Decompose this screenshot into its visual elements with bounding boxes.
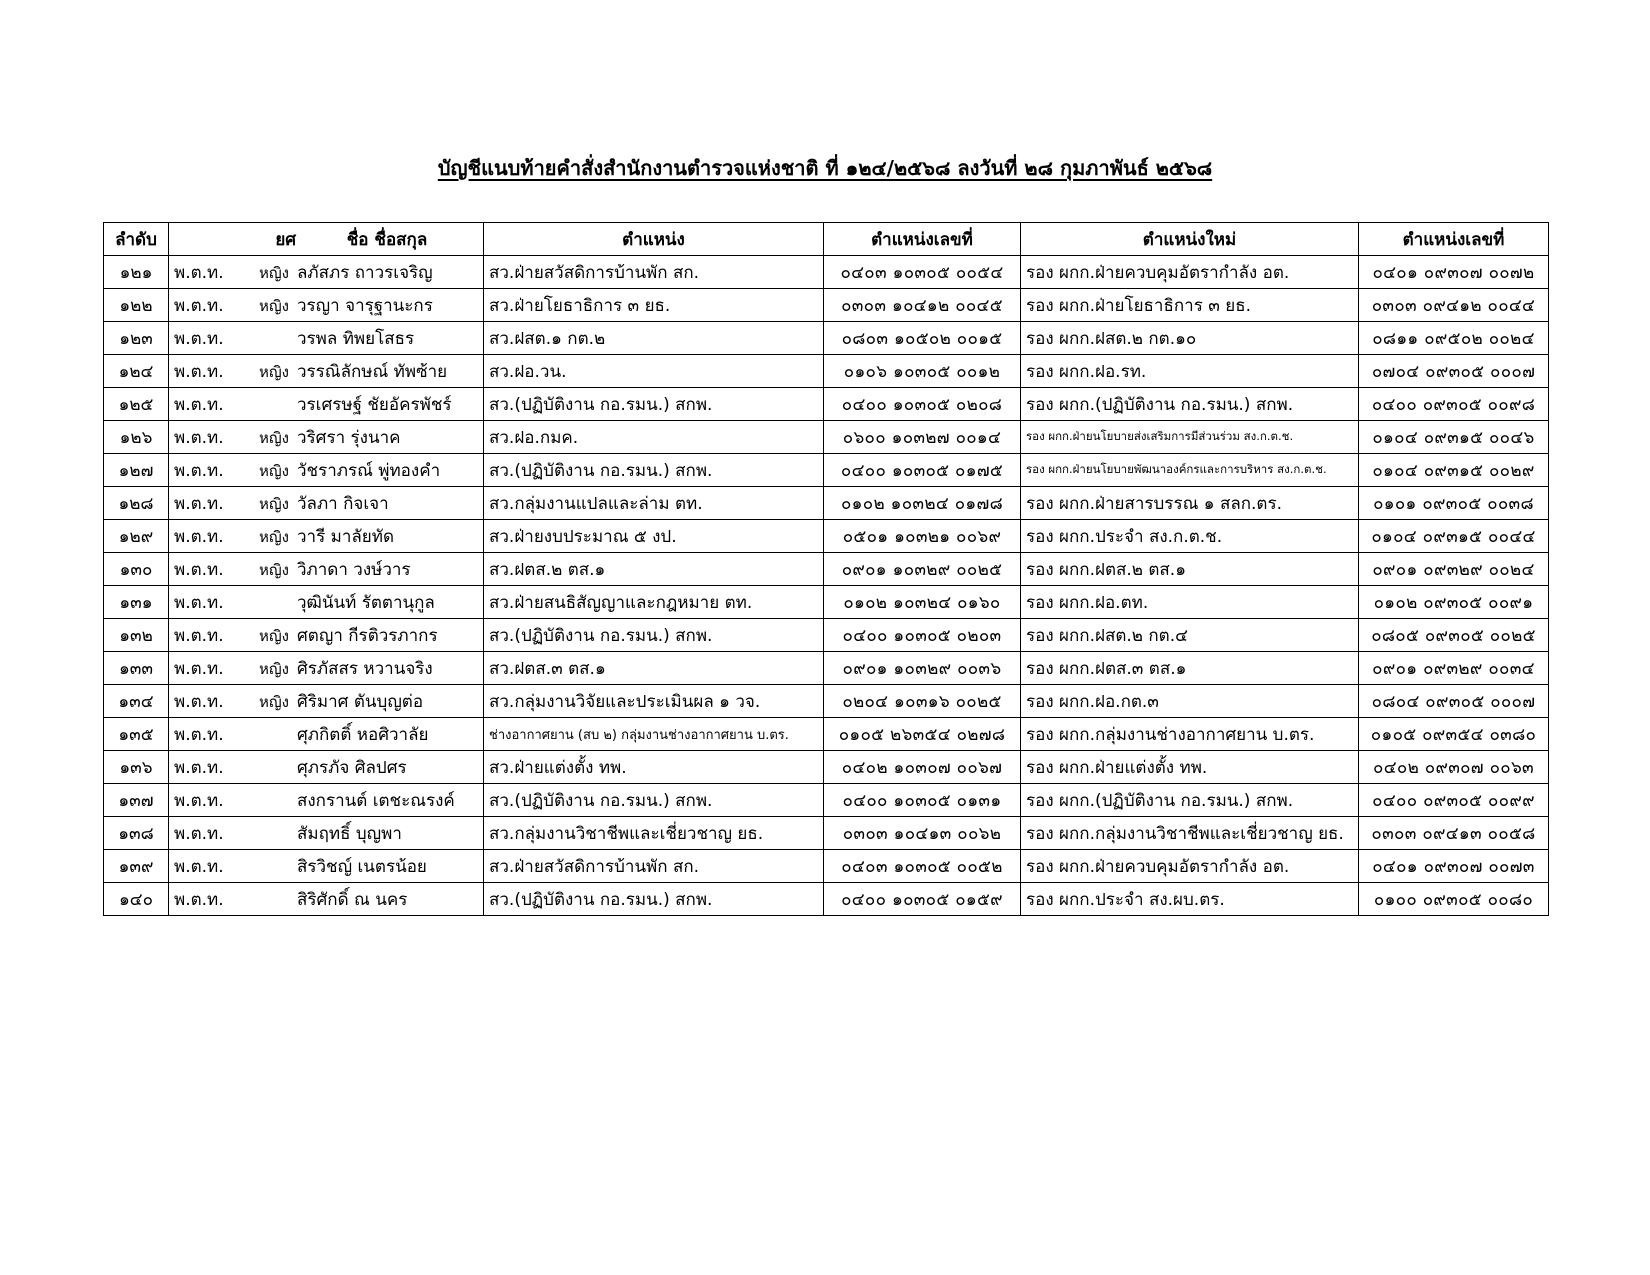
row-new-position-no: ๐๘๐๕ ๐๙๓๐๕ ๐๐๒๕ <box>1359 619 1549 652</box>
row-position-no: ๐๕๐๑ ๑๐๓๒๑ ๐๐๖๙ <box>824 520 1021 553</box>
row-rank: พ.ต.ท. <box>174 592 224 613</box>
header-new-position: ตำแหน่งใหม่ <box>1021 223 1359 256</box>
row-order: ๑๒๔ <box>104 355 169 388</box>
row-full-name: สิรวิชญ์ เนตรน้อย <box>297 856 427 877</box>
row-full-name: ศุภรภัจ ศิลปศร <box>297 757 407 778</box>
row-rank-name <box>169 718 484 751</box>
row-new-position-no: ๐๗๐๔ ๐๙๓๐๕ ๐๐๐๗ <box>1359 355 1549 388</box>
row-full-name: วิภาดา วงษ์วาร <box>297 559 411 580</box>
row-rank-name <box>169 652 484 685</box>
table-row <box>104 784 1549 817</box>
row-new-position-no: ๐๑๐๐ ๐๙๓๐๕ ๐๐๘๐ <box>1359 883 1549 916</box>
row-full-name: ศุภกิตติ์ หอศิวาลัย <box>297 724 429 745</box>
row-position: สว.ฝ่ายสวัสดิการบ้านพัก สก. <box>484 256 824 289</box>
table-row <box>104 652 1549 685</box>
row-gender-tag: หญิง <box>259 527 289 546</box>
row-rank: พ.ต.ท. <box>174 262 224 283</box>
row-position-no: ๐๔๐๐ ๑๐๓๐๕ ๐๒๐๘ <box>824 388 1021 421</box>
row-new-position: รอง ผกก.ฝ่ายโยธาธิการ ๓ ยธ. <box>1021 289 1359 322</box>
row-gender-tag: หญิง <box>259 461 289 480</box>
row-rank-name <box>169 322 484 355</box>
row-new-position-no: ๐๘๐๔ ๐๙๓๐๕ ๐๐๐๗ <box>1359 685 1549 718</box>
row-rank: พ.ต.ท. <box>174 295 224 316</box>
row-new-position: รอง ผกก.ฝอ.ตท. <box>1021 586 1359 619</box>
row-rank-name <box>169 355 484 388</box>
row-rank: พ.ต.ท. <box>174 361 224 382</box>
row-rank: พ.ต.ท. <box>174 889 224 910</box>
row-order: ๑๒๙ <box>104 520 169 553</box>
row-new-position: รอง ผกก.กลุ่มงานวิชาชีพและเชี่ยวชาญ ยธ. <box>1021 817 1359 850</box>
row-rank-name <box>169 388 484 421</box>
row-new-position: รอง ผกก.ฝ่ายนโยบายส่งเสริมการมีส่วนร่วม สง.ก.ต.ช. <box>1021 421 1359 454</box>
row-rank: พ.ต.ท. <box>174 460 224 481</box>
row-full-name: วารี มาลัยทัด <box>297 526 395 547</box>
table-row <box>104 322 1549 355</box>
row-new-position: รอง ผกก.ฝ่ายควบคุมอัตรากำลัง อต. <box>1021 850 1359 883</box>
row-order: ๑๒๗ <box>104 454 169 487</box>
row-new-position: รอง ผกก.(ปฏิบัติงาน กอ.รมน.) สกพ. <box>1021 784 1359 817</box>
row-new-position: รอง ผกก.ประจำ สง.ก.ต.ช. <box>1021 520 1359 553</box>
row-rank-name <box>169 553 484 586</box>
row-new-position: รอง ผกก.ฝ่ายนโยบายพัฒนาองค์กรและการบริหาร สง.ก.ต.ช. <box>1021 454 1359 487</box>
row-order: ๑๒๒ <box>104 289 169 322</box>
table-row <box>104 289 1549 322</box>
table-row <box>104 619 1549 652</box>
row-full-name: วุฒินันท์ รัตตานุกูล <box>297 592 435 613</box>
table-row <box>104 553 1549 586</box>
row-full-name: สิริศักดิ์ ณ นคร <box>297 889 408 910</box>
row-rank: พ.ต.ท. <box>174 790 224 811</box>
row-position-no: ๐๑๐๖ ๑๐๓๐๕ ๐๐๑๒ <box>824 355 1021 388</box>
row-rank: พ.ต.ท. <box>174 856 224 877</box>
row-position-no: ๐๙๐๑ ๑๐๓๒๙ ๐๐๒๕ <box>824 553 1021 586</box>
table-row <box>104 850 1549 883</box>
row-new-position: รอง ผกก.ฝสต.๒ กต.๔ <box>1021 619 1359 652</box>
row-full-name: ศิรภัสสร หวานจริง <box>297 658 433 679</box>
row-rank: พ.ต.ท. <box>174 328 224 349</box>
row-rank-name <box>169 520 484 553</box>
table-row <box>104 421 1549 454</box>
row-rank-name <box>169 454 484 487</box>
row-position: สว.กลุ่มงานวิชาชีพและเชี่ยวชาญ ยธ. <box>484 817 824 850</box>
row-new-position: รอง ผกก.ประจำ สง.ผบ.ตร. <box>1021 883 1359 916</box>
row-full-name: วรพล ทิพยโสธร <box>297 328 415 349</box>
row-gender-tag: หญิง <box>259 263 289 282</box>
row-order: ๑๔๐ <box>104 883 169 916</box>
row-position: สว.ฝ่ายงบประมาณ ๕ งป. <box>484 520 824 553</box>
row-new-position: รอง ผกก.กลุ่มงานช่างอากาศยาน บ.ตร. <box>1021 718 1359 751</box>
row-rank: พ.ต.ท. <box>174 526 224 547</box>
row-rank-name <box>169 850 484 883</box>
row-full-name: วรรณิลักษณ์ ทัพซ้าย <box>297 361 448 382</box>
row-full-name: วรเศรษฐ์ ชัยอัครพัชร์ <box>297 394 452 415</box>
row-rank: พ.ต.ท. <box>174 394 224 415</box>
row-position: สว.กลุ่มงานวิจัยและประเมินผล ๑ วจ. <box>484 685 824 718</box>
row-position: สว.ฝ่ายสนธิสัญญาและกฎหมาย ตท. <box>484 586 824 619</box>
row-order: ๑๓๐ <box>104 553 169 586</box>
row-gender-tag: หญิง <box>259 560 289 579</box>
header-order: ลำดับ <box>104 223 169 256</box>
row-gender-tag: หญิง <box>259 296 289 315</box>
row-rank-name <box>169 883 484 916</box>
header-name: ชื่อ ชื่อสกุล <box>346 229 428 250</box>
table-row <box>104 388 1549 421</box>
header-new-position-no: ตำแหน่งเลขที่ <box>1359 223 1549 256</box>
row-new-position-no: ๐๑๐๔ ๐๙๓๑๕ ๐๐๔๔ <box>1359 520 1549 553</box>
row-new-position: รอง ผกก.ฝสต.๒ กต.๑๐ <box>1021 322 1359 355</box>
table-row <box>104 718 1549 751</box>
row-position: สว.ฝอ.กมค. <box>484 421 824 454</box>
row-new-position: รอง ผกก.ฝตส.๒ ตส.๑ <box>1021 553 1359 586</box>
row-order: ๑๒๕ <box>104 388 169 421</box>
row-new-position-no: ๐๔๐๐ ๐๙๓๐๕ ๐๐๙๘ <box>1359 388 1549 421</box>
row-full-name: ศิริมาศ ตันบุญต่อ <box>297 691 424 712</box>
row-rank: พ.ต.ท. <box>174 625 224 646</box>
row-position-no: ๐๔๐๐ ๑๐๓๐๕ ๐๒๐๓ <box>824 619 1021 652</box>
row-position: สว.กลุ่มงานแปลและล่าม ตท. <box>484 487 824 520</box>
row-rank-name <box>169 256 484 289</box>
header-position-no: ตำแหน่งเลขที่ <box>824 223 1021 256</box>
row-order: ๑๓๒ <box>104 619 169 652</box>
row-new-position-no: ๐๑๐๑ ๐๙๓๐๕ ๐๐๓๘ <box>1359 487 1549 520</box>
row-gender-tag: หญิง <box>259 659 289 678</box>
row-position-no: ๐๑๐๕ ๒๖๓๕๔ ๐๒๗๘ <box>824 718 1021 751</box>
row-rank: พ.ต.ท. <box>174 823 224 844</box>
row-rank-name <box>169 817 484 850</box>
table-row <box>104 883 1549 916</box>
row-order: ๑๓๓ <box>104 652 169 685</box>
row-position: สว.ฝ่ายโยธาธิการ ๓ ยธ. <box>484 289 824 322</box>
row-position-no: ๐๙๐๑ ๑๐๓๒๙ ๐๐๓๖ <box>824 652 1021 685</box>
row-position: สว.(ปฏิบัติงาน กอ.รมน.) สกพ. <box>484 388 824 421</box>
table-row <box>104 751 1549 784</box>
row-new-position-no: ๐๑๐๒ ๐๙๓๐๕ ๐๐๙๑ <box>1359 586 1549 619</box>
row-full-name: ศตญา กีรติวรภากร <box>297 625 438 646</box>
row-order: ๑๒๖ <box>104 421 169 454</box>
table-row <box>104 520 1549 553</box>
row-rank: พ.ต.ท. <box>174 691 224 712</box>
row-rank-name <box>169 619 484 652</box>
table-row <box>104 817 1549 850</box>
row-new-position: รอง ผกก.ฝ่ายแต่งตั้ง ทพ. <box>1021 751 1359 784</box>
table-body <box>104 256 1549 916</box>
row-rank-name <box>169 784 484 817</box>
row-rank: พ.ต.ท. <box>174 658 224 679</box>
row-full-name: วัลภา กิจเจา <box>297 493 389 514</box>
row-full-name: ลภัสภร ถาวรเจริญ <box>297 262 433 283</box>
row-order: ๑๓๗ <box>104 784 169 817</box>
row-new-position-no: ๐๔๐๐ ๐๙๓๐๕ ๐๐๙๙ <box>1359 784 1549 817</box>
row-rank-name <box>169 751 484 784</box>
row-rank-name <box>169 421 484 454</box>
row-new-position-no: ๐๓๐๓ ๐๙๔๑๒ ๐๐๔๔ <box>1359 289 1549 322</box>
row-new-position-no: ๐๙๐๑ ๐๙๓๒๙ ๐๐๓๔ <box>1359 652 1549 685</box>
row-new-position-no: ๐๑๐๔ ๐๙๓๑๕ ๐๐๔๖ <box>1359 421 1549 454</box>
row-gender-tag: หญิง <box>259 494 289 513</box>
row-position-no: ๐๔๐๓ ๑๐๓๐๕ ๐๐๕๔ <box>824 256 1021 289</box>
row-position: สว.(ปฏิบัติงาน กอ.รมน.) สกพ. <box>484 619 824 652</box>
personnel-table <box>103 222 1549 916</box>
table-row <box>104 256 1549 289</box>
row-new-position-no: ๐๓๐๓ ๐๙๔๑๓ ๐๐๕๘ <box>1359 817 1549 850</box>
row-full-name: สัมฤทธิ์ บุญพา <box>297 823 402 844</box>
row-position-no: ๐๔๐๐ ๑๐๓๐๕ ๐๑๗๕ <box>824 454 1021 487</box>
row-position-no: ๐๔๐๒ ๑๐๓๐๗ ๐๐๖๗ <box>824 751 1021 784</box>
row-rank-name <box>169 487 484 520</box>
row-position-no: ๐๖๐๐ ๑๐๓๒๗ ๐๐๑๔ <box>824 421 1021 454</box>
row-new-position-no: ๐๔๐๒ ๐๙๓๐๗ ๐๐๖๓ <box>1359 751 1549 784</box>
row-order: ๑๓๙ <box>104 850 169 883</box>
row-rank-name <box>169 685 484 718</box>
row-position-no: ๐๔๐๓ ๑๐๓๐๕ ๐๐๕๒ <box>824 850 1021 883</box>
row-rank: พ.ต.ท. <box>174 757 224 778</box>
row-position: สว.(ปฏิบัติงาน กอ.รมน.) สกพ. <box>484 784 824 817</box>
row-order: ๑๓๑ <box>104 586 169 619</box>
row-order: ๑๒๘ <box>104 487 169 520</box>
row-position: สว.ฝ่ายแต่งตั้ง ทพ. <box>484 751 824 784</box>
row-rank-name <box>169 289 484 322</box>
table-row <box>104 454 1549 487</box>
row-position-no: ๐๓๐๓ ๑๐๔๑๓ ๐๐๖๒ <box>824 817 1021 850</box>
document-title: บัญชีแนบท้ายคำสั่งสำนักงานตำรวจแห่งชาติ ที่ ๑๒๔/๒๕๖๘ ลงวันที่ ๒๘ กุมภาพันธ์ ๒๕๖๘ <box>437 156 1213 180</box>
row-new-position-no: ๐๑๐๔ ๐๙๓๑๕ ๐๐๒๙ <box>1359 454 1549 487</box>
row-new-position-no: ๐๑๐๕ ๐๙๓๕๔ ๐๓๘๐ <box>1359 718 1549 751</box>
row-position-no: ๐๔๐๐ ๑๐๓๐๕ ๐๑๕๙ <box>824 883 1021 916</box>
row-order: ๑๒๑ <box>104 256 169 289</box>
row-full-name: สงกรานต์ เตชะณรงค์ <box>297 790 455 811</box>
row-order: ๑๒๓ <box>104 322 169 355</box>
row-gender-tag: หญิง <box>259 362 289 381</box>
row-gender-tag: หญิง <box>259 428 289 447</box>
table-row <box>104 586 1549 619</box>
row-order: ๑๓๔ <box>104 685 169 718</box>
row-position: สว.ฝ่ายสวัสดิการบ้านพัก สก. <box>484 850 824 883</box>
row-position: สว.ฝสต.๑ กต.๒ <box>484 322 824 355</box>
row-new-position: รอง ผกก.ฝอ.กต.๓ <box>1021 685 1359 718</box>
row-position-no: ๐๑๐๒ ๑๐๓๒๔ ๐๑๗๘ <box>824 487 1021 520</box>
row-position: สว.ฝตส.๒ ตส.๑ <box>484 553 824 586</box>
row-gender-tag: หญิง <box>259 692 289 711</box>
row-position: ช่างอากาศยาน (สบ ๒) กลุ่มงานช่างอากาศยาน บ.ตร. <box>484 718 824 751</box>
row-order: ๑๓๖ <box>104 751 169 784</box>
row-position: สว.(ปฏิบัติงาน กอ.รมน.) สกพ. <box>484 454 824 487</box>
row-gender-tag: หญิง <box>259 626 289 645</box>
header-position: ตำแหน่ง <box>484 223 824 256</box>
table-row <box>104 685 1549 718</box>
row-position: สว.ฝอ.วน. <box>484 355 824 388</box>
row-rank: พ.ต.ท. <box>174 559 224 580</box>
row-full-name: วัชราภรณ์ พู่ทองคำ <box>297 460 441 481</box>
row-position: สว.(ปฏิบัติงาน กอ.รมน.) สกพ. <box>484 883 824 916</box>
row-new-position: รอง ผกก.ฝอ.รท. <box>1021 355 1359 388</box>
row-full-name: วริศรา รุ่งนาค <box>297 427 401 448</box>
row-new-position: รอง ผกก.ฝ่ายควบคุมอัตรากำลัง อต. <box>1021 256 1359 289</box>
row-position-no: ๐๓๐๓ ๑๐๔๑๒ ๐๐๔๕ <box>824 289 1021 322</box>
row-rank-name <box>169 586 484 619</box>
row-full-name: วรญา จารุฐานะกร <box>297 295 433 316</box>
row-rank: พ.ต.ท. <box>174 427 224 448</box>
row-new-position-no: ๐๘๑๑ ๐๙๕๐๒ ๐๐๒๔ <box>1359 322 1549 355</box>
header-rank-name <box>169 223 484 256</box>
row-position: สว.ฝตส.๓ ตส.๑ <box>484 652 824 685</box>
row-position-no: ๐๔๐๐ ๑๐๓๐๕ ๐๑๓๑ <box>824 784 1021 817</box>
row-new-position: รอง ผกก.ฝ่ายสารบรรณ ๑ สลก.ตร. <box>1021 487 1359 520</box>
table-header-row <box>104 223 1549 256</box>
row-order: ๑๓๘ <box>104 817 169 850</box>
header-rank: ยศ <box>275 229 297 250</box>
table-row <box>104 355 1549 388</box>
row-position-no: ๐๘๐๓ ๑๐๕๐๒ ๐๐๑๕ <box>824 322 1021 355</box>
row-order: ๑๓๕ <box>104 718 169 751</box>
row-rank: พ.ต.ท. <box>174 724 224 745</box>
row-new-position-no: ๐๙๐๑ ๐๙๓๒๙ ๐๐๒๔ <box>1359 553 1549 586</box>
row-new-position-no: ๐๔๐๑ ๐๙๓๐๗ ๐๐๗๒ <box>1359 256 1549 289</box>
row-position-no: ๐๑๐๒ ๑๐๓๒๔ ๐๑๖๐ <box>824 586 1021 619</box>
row-position-no: ๐๒๐๔ ๑๐๓๑๖ ๐๐๒๕ <box>824 685 1021 718</box>
row-rank: พ.ต.ท. <box>174 493 224 514</box>
table-row <box>104 487 1549 520</box>
row-new-position: รอง ผกก.(ปฏิบัติงาน กอ.รมน.) สกพ. <box>1021 388 1359 421</box>
row-new-position: รอง ผกก.ฝตส.๓ ตส.๑ <box>1021 652 1359 685</box>
row-new-position-no: ๐๔๐๑ ๐๙๓๐๗ ๐๐๗๓ <box>1359 850 1549 883</box>
